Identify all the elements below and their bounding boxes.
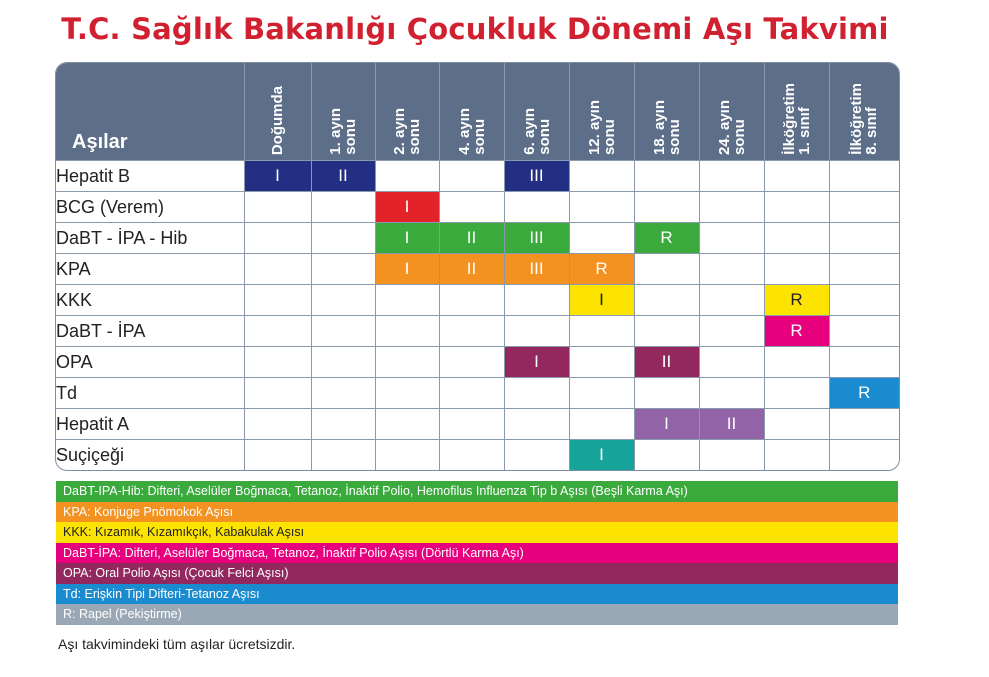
empty-cell bbox=[634, 161, 699, 192]
dose-cell: I bbox=[375, 192, 439, 223]
empty-cell bbox=[699, 223, 764, 254]
empty-cell bbox=[375, 409, 439, 440]
empty-cell bbox=[504, 378, 569, 409]
empty-cell bbox=[699, 347, 764, 378]
empty-cell bbox=[504, 409, 569, 440]
empty-cell bbox=[569, 161, 634, 192]
empty-cell bbox=[311, 440, 375, 470]
table-row bbox=[56, 192, 899, 223]
age-column-header bbox=[244, 63, 311, 161]
age-column-label: 12. ayın sonu bbox=[585, 99, 618, 155]
empty-cell bbox=[244, 254, 311, 285]
empty-cell bbox=[634, 285, 699, 316]
empty-cell bbox=[244, 316, 311, 347]
table-row bbox=[56, 254, 899, 285]
dose-cell: II bbox=[439, 223, 504, 254]
empty-cell bbox=[569, 409, 634, 440]
empty-cell bbox=[829, 192, 899, 223]
vaccine-name: OPA bbox=[56, 347, 244, 378]
empty-cell bbox=[829, 316, 899, 347]
dose-cell: I bbox=[569, 440, 634, 470]
dose-cell: R bbox=[764, 316, 829, 347]
legend-item: KKK: Kızamık, Kızamıkçık, Kabakulak Aşısı bbox=[56, 522, 898, 543]
empty-cell bbox=[311, 223, 375, 254]
empty-cell bbox=[764, 254, 829, 285]
age-column-label: 24. ayın sonu bbox=[715, 99, 748, 155]
table-row bbox=[56, 161, 899, 192]
empty-cell bbox=[439, 440, 504, 470]
legend-item: DaBT-IPA-Hib: Difteri, Aselüler Boğmaca, Tetanoz, İnaktif Polio, Hemofilus Influenza Tip b Aşısı (Beşli Karma Aşı) bbox=[56, 481, 898, 502]
table-row bbox=[56, 347, 899, 378]
dose-cell: II bbox=[699, 409, 764, 440]
empty-cell bbox=[311, 378, 375, 409]
empty-cell bbox=[244, 347, 311, 378]
empty-cell bbox=[439, 192, 504, 223]
age-column-header bbox=[764, 63, 829, 161]
empty-cell bbox=[634, 440, 699, 470]
vaccine-name: Hepatit B bbox=[56, 161, 244, 192]
vaccine-name: DaBT - İPA bbox=[56, 316, 244, 347]
vaccine-name: BCG (Verem) bbox=[56, 192, 244, 223]
empty-cell bbox=[569, 316, 634, 347]
table-row bbox=[56, 223, 899, 254]
empty-cell bbox=[439, 285, 504, 316]
empty-cell bbox=[244, 409, 311, 440]
footnote: Aşı takvimindeki tüm aşılar ücretsizdir. bbox=[58, 636, 296, 652]
empty-cell bbox=[699, 192, 764, 223]
empty-cell bbox=[634, 378, 699, 409]
empty-cell bbox=[829, 254, 899, 285]
dose-cell: I bbox=[244, 161, 311, 192]
empty-cell bbox=[439, 347, 504, 378]
empty-cell bbox=[311, 347, 375, 378]
empty-cell bbox=[764, 440, 829, 470]
vaccine-name: Hepatit A bbox=[56, 409, 244, 440]
empty-cell bbox=[764, 378, 829, 409]
empty-cell bbox=[244, 440, 311, 470]
empty-cell bbox=[244, 285, 311, 316]
empty-cell bbox=[829, 223, 899, 254]
empty-cell bbox=[634, 254, 699, 285]
dose-cell: II bbox=[311, 161, 375, 192]
empty-cell bbox=[699, 440, 764, 470]
legend-item: KPA: Konjuge Pnömokok Aşısı bbox=[56, 502, 898, 523]
age-column-header bbox=[634, 63, 699, 161]
empty-cell bbox=[699, 378, 764, 409]
empty-cell bbox=[764, 347, 829, 378]
dose-cell: I bbox=[504, 347, 569, 378]
empty-cell bbox=[311, 409, 375, 440]
empty-cell bbox=[375, 440, 439, 470]
empty-cell bbox=[375, 285, 439, 316]
empty-cell bbox=[439, 409, 504, 440]
dose-cell: I bbox=[634, 409, 699, 440]
dose-cell: III bbox=[504, 254, 569, 285]
dose-cell: III bbox=[504, 223, 569, 254]
vaccine-name: Td bbox=[56, 378, 244, 409]
empty-cell bbox=[311, 316, 375, 347]
age-column-header bbox=[829, 63, 899, 161]
vaccines-column-header bbox=[56, 63, 244, 161]
legend-item: Td: Erişkin Tipi Difteri-Tetanoz Aşısı bbox=[56, 584, 898, 605]
empty-cell bbox=[764, 161, 829, 192]
age-column-header bbox=[699, 63, 764, 161]
legend-item: R: Rapel (Pekiştirme) bbox=[56, 604, 898, 625]
vaccine-schedule-table bbox=[55, 62, 900, 471]
age-column-header bbox=[311, 63, 375, 161]
dose-cell: I bbox=[375, 223, 439, 254]
empty-cell bbox=[504, 285, 569, 316]
vaccine-name: KKK bbox=[56, 285, 244, 316]
age-column-label: İlköğretim 1. sınıf bbox=[780, 83, 813, 155]
age-column-label: Doğumda bbox=[269, 85, 286, 155]
empty-cell bbox=[569, 347, 634, 378]
table-row bbox=[56, 440, 899, 470]
empty-cell bbox=[569, 223, 634, 254]
age-column-header bbox=[569, 63, 634, 161]
empty-cell bbox=[764, 409, 829, 440]
dose-cell: I bbox=[569, 285, 634, 316]
table-row bbox=[56, 378, 899, 409]
empty-cell bbox=[699, 316, 764, 347]
table-row bbox=[56, 285, 899, 316]
empty-cell bbox=[244, 378, 311, 409]
legend bbox=[56, 481, 898, 625]
empty-cell bbox=[375, 316, 439, 347]
empty-cell bbox=[439, 316, 504, 347]
dose-cell: R bbox=[829, 378, 899, 409]
age-column-label: 4. ayın sonu bbox=[455, 108, 488, 155]
empty-cell bbox=[375, 347, 439, 378]
empty-cell bbox=[375, 378, 439, 409]
empty-cell bbox=[764, 223, 829, 254]
table-header-row bbox=[56, 63, 899, 161]
dose-cell: R bbox=[569, 254, 634, 285]
vaccine-name: DaBT - İPA - Hib bbox=[56, 223, 244, 254]
empty-cell bbox=[829, 409, 899, 440]
empty-cell bbox=[375, 161, 439, 192]
empty-cell bbox=[439, 161, 504, 192]
age-column-label: 2. ayın sonu bbox=[391, 108, 423, 155]
empty-cell bbox=[439, 378, 504, 409]
dose-cell: I bbox=[375, 254, 439, 285]
empty-cell bbox=[634, 192, 699, 223]
dose-cell: III bbox=[504, 161, 569, 192]
empty-cell bbox=[569, 192, 634, 223]
empty-cell bbox=[569, 378, 634, 409]
vaccine-name: KPA bbox=[56, 254, 244, 285]
empty-cell bbox=[504, 316, 569, 347]
empty-cell bbox=[829, 347, 899, 378]
empty-cell bbox=[634, 316, 699, 347]
vaccines-header-label: Aşılar bbox=[72, 131, 128, 153]
empty-cell bbox=[829, 285, 899, 316]
age-column-label: 18. ayın sonu bbox=[650, 99, 683, 155]
legend-item: DaBT-İPA: Difteri, Aselüler Boğmaca, Tetanoz, İnaktif Polio Aşısı (Dörtlü Karma Aşı) bbox=[56, 543, 898, 564]
page-title: T.C. Sağlık Bakanlığı Çocukluk Dönemi Aşı Takvimi bbox=[61, 12, 889, 46]
age-column-label: 1. ayın sonu bbox=[327, 108, 359, 155]
empty-cell bbox=[311, 192, 375, 223]
empty-cell bbox=[829, 440, 899, 470]
age-column-label: 6. ayın sonu bbox=[520, 108, 553, 155]
empty-cell bbox=[244, 223, 311, 254]
dose-cell: II bbox=[634, 347, 699, 378]
empty-cell bbox=[244, 192, 311, 223]
age-column-header bbox=[504, 63, 569, 161]
dose-cell: R bbox=[764, 285, 829, 316]
empty-cell bbox=[829, 161, 899, 192]
empty-cell bbox=[699, 285, 764, 316]
table-row bbox=[56, 316, 899, 347]
age-column-label: İlköğretim 8. sınıf bbox=[848, 83, 881, 155]
age-column-header bbox=[375, 63, 439, 161]
empty-cell bbox=[504, 440, 569, 470]
empty-cell bbox=[699, 161, 764, 192]
table-row bbox=[56, 409, 899, 440]
dose-cell: R bbox=[634, 223, 699, 254]
empty-cell bbox=[311, 254, 375, 285]
empty-cell bbox=[504, 192, 569, 223]
empty-cell bbox=[311, 285, 375, 316]
empty-cell bbox=[699, 254, 764, 285]
age-column-header bbox=[439, 63, 504, 161]
dose-cell: II bbox=[439, 254, 504, 285]
vaccine-name: Suçiçeği bbox=[56, 440, 244, 470]
legend-item: OPA: Oral Polio Aşısı (Çocuk Felci Aşısı) bbox=[56, 563, 898, 584]
empty-cell bbox=[764, 192, 829, 223]
